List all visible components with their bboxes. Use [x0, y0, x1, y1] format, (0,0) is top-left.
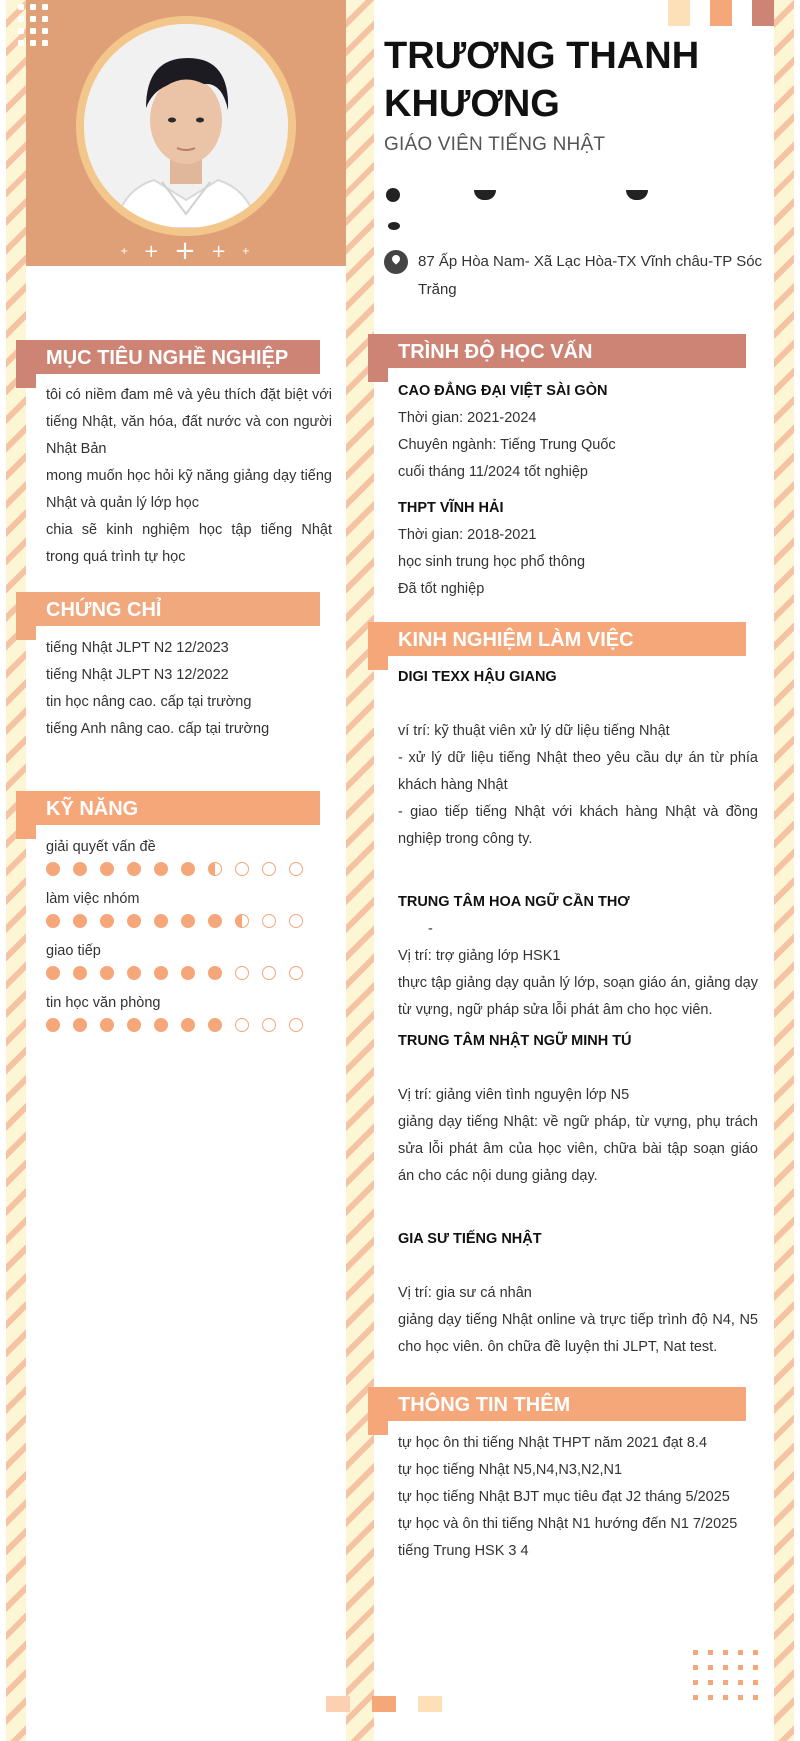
- school-detail: Đã tốt nghiệp: [398, 581, 485, 597]
- avatar: [84, 24, 288, 228]
- school-detail: học sinh trung học phổ thông: [398, 554, 586, 570]
- decor-dot-grid-bottom: [693, 1650, 758, 1700]
- skill-dot: [127, 862, 141, 876]
- education-header: [368, 334, 746, 368]
- extra-header: [368, 1387, 746, 1421]
- certificate-item: tiếng Nhật JLPT N2 12/2023: [46, 640, 229, 656]
- right-edge-stripe: [774, 0, 794, 1741]
- skill-dot: [181, 862, 195, 876]
- skill-dot: [289, 914, 303, 928]
- skill-dot: [235, 966, 249, 980]
- extra-item: tự học tiếng Nhật BJT mục tiêu đạt J2 tháng 5/2025: [398, 1489, 730, 1505]
- education-title: TRÌNH ĐỘ HỌC VẤN: [398, 341, 593, 363]
- skill-dot: [262, 914, 276, 928]
- address: [384, 248, 764, 304]
- objective-line: mong muốn học hỏi kỹ năng giảng dạy tiếng Nhật và quản lý lớp học: [46, 468, 332, 511]
- decor-dot-grid: [18, 4, 48, 46]
- job-detail: - giao tiếp tiếng Nhật với khách hàng Nhật và đồng nghiệp trong công ty.: [398, 804, 758, 847]
- job-detail: thực tập giảng dạy quản lý lớp, soạn giáo án, giảng dạy từ vựng, ngữ pháp sửa lỗi phát âm cho học viên.: [398, 975, 758, 1018]
- experience-header: [368, 622, 746, 656]
- skill-dot: [235, 862, 249, 876]
- skill-dot: [127, 914, 141, 928]
- skill-rating: [46, 914, 336, 928]
- certificate-item: tiếng Nhật JLPT N3 12/2022: [46, 667, 229, 683]
- skill-dot: [73, 1018, 87, 1032]
- objective-line: chia sẽ kinh nghiệm học tập tiếng Nhật trong quá trình tự học: [46, 522, 332, 565]
- job-company: DIGI TEXX HẬU GIANG: [398, 669, 557, 685]
- left-edge-stripe: [6, 0, 26, 1741]
- address-text: 87 Ấp Hòa Nam- Xã Lạc Hòa-TX Vĩnh châu-TP Sóc Trăng: [418, 253, 763, 298]
- skill-dot: [46, 914, 60, 928]
- extra-item: tự học tiếng Nhật N5,N4,N3,N2,N1: [398, 1462, 623, 1478]
- avatar-photo-icon: [84, 24, 288, 228]
- skill-dot: [208, 966, 222, 980]
- extra-item: tự học và ôn thi tiếng Nhật N1 hướng đến N1 7/2025: [398, 1516, 738, 1532]
- skill-name: giải quyết vấn đề: [46, 839, 156, 855]
- skill-dot: [73, 966, 87, 980]
- extra-title: THÔNG TIN THÊM: [398, 1394, 571, 1416]
- objective-line: tôi có niềm đam mê và yêu thích đặt biệt với tiếng Nhật, văn hóa, đất nước và con người Nhật Bản: [46, 387, 332, 457]
- job-company: GIA SƯ TIẾNG NHẬT: [398, 1231, 542, 1247]
- skill-item: [46, 940, 336, 980]
- certificate-item: tiếng Anh nâng cao. cấp tại trường: [46, 721, 270, 737]
- skill-item: [46, 992, 336, 1032]
- candidate-name: TRƯƠNG THANH KHƯƠNG: [384, 35, 700, 125]
- skills-title: KỸ NĂNG: [46, 798, 139, 820]
- job-position: Vị trí: giảng viên tình nguyện lớp N5: [398, 1087, 630, 1103]
- decor-plus-row: + + + + +: [120, 236, 250, 266]
- job-company: TRUNG TÂM HOA NGỮ CẦN THƠ: [398, 894, 630, 910]
- decor-squares-bottom: [326, 1696, 442, 1712]
- extra-item: tự học ôn thi tiếng Nhật THPT năm 2021 đạt 8.4: [398, 1435, 708, 1451]
- school-name: CAO ĐẲNG ĐẠI VIỆT SÀI GÒN: [398, 383, 608, 399]
- skill-dot: [154, 1018, 168, 1032]
- job-detail: giảng dạy tiếng Nhật online và trực tiếp trình độ N4, N5 cho học viên. ôn chữa đề luyện thi JLPT, Nat test.: [398, 1312, 758, 1355]
- job-company: TRUNG TÂM NHẬT NGỮ MINH TÚ: [398, 1033, 632, 1049]
- location-pin-icon: [384, 250, 408, 274]
- skill-dot: [262, 862, 276, 876]
- objective-header: [16, 340, 320, 374]
- job-position: Vị trí: gia sư cá nhân: [398, 1285, 532, 1301]
- skill-dot: [73, 914, 87, 928]
- skill-dot: [127, 966, 141, 980]
- skill-dot: [154, 862, 168, 876]
- school-time: Thời gian: 2018-2021: [398, 527, 537, 543]
- skill-dot: [73, 862, 87, 876]
- skill-dot: [235, 914, 249, 928]
- skills-header: [16, 791, 320, 825]
- skill-item: [46, 836, 336, 876]
- skill-dot: [46, 966, 60, 980]
- center-stripe: [346, 0, 374, 1741]
- skill-rating: [46, 862, 336, 876]
- skill-dot: [208, 914, 222, 928]
- job-position: Vị trí: trợ giảng lớp HSK1: [398, 948, 561, 964]
- skill-name: giao tiếp: [46, 943, 101, 959]
- school-detail: cuối tháng 11/2024 tốt nghiệp: [398, 464, 589, 480]
- skill-rating: [46, 1018, 336, 1032]
- avatar-frame: [76, 16, 296, 236]
- experience-title: KINH NGHIỆM LÀM VIỆC: [398, 629, 634, 651]
- skill-dot: [289, 966, 303, 980]
- skill-dot: [181, 1018, 195, 1032]
- certificates-header: [16, 592, 320, 626]
- skill-name: tin học văn phòng: [46, 995, 161, 1011]
- skill-dot: [154, 966, 168, 980]
- job-detail: giảng dạy tiếng Nhật: về ngữ pháp, từ vựng, phụ trách sửa lỗi phát âm của học viên, chữa bài tập soạn giáo án cho các nội dung giảng dạy.: [398, 1114, 758, 1184]
- experience-body: [398, 664, 758, 1361]
- job-dash: -: [428, 921, 433, 937]
- redacted-contacts: [384, 184, 664, 232]
- skill-dot: [289, 1018, 303, 1032]
- certificates-title: CHỨNG CHỈ: [46, 599, 162, 621]
- skill-dot: [154, 914, 168, 928]
- skill-rating: [46, 966, 336, 980]
- skill-item: [46, 888, 336, 928]
- skill-dot: [100, 966, 114, 980]
- skill-dot: [100, 1018, 114, 1032]
- skill-dot: [262, 966, 276, 980]
- skill-dot: [181, 914, 195, 928]
- school-time: Thời gian: 2021-2024: [398, 410, 537, 426]
- education-body: [398, 378, 758, 603]
- skill-dot: [208, 1018, 222, 1032]
- candidate-role: GIÁO VIÊN TIẾNG NHẬT: [384, 134, 606, 155]
- skill-dot: [46, 862, 60, 876]
- decor-squares-top: [668, 0, 774, 26]
- skill-dot: [181, 966, 195, 980]
- skill-dot: [289, 862, 303, 876]
- certificate-item: tin học nâng cao. cấp tại trường: [46, 694, 252, 710]
- certificates-list: [46, 635, 336, 743]
- skill-dot: [100, 914, 114, 928]
- skill-dot: [100, 862, 114, 876]
- skill-dot: [208, 862, 222, 876]
- school-detail: Chuyên ngành: Tiếng Trung Quốc: [398, 437, 616, 453]
- skill-dot: [127, 1018, 141, 1032]
- skill-dot: [262, 1018, 276, 1032]
- extra-item: tiếng Trung HSK 3 4: [398, 1543, 529, 1559]
- objective-body: [46, 382, 332, 571]
- skill-dot: [46, 1018, 60, 1032]
- extra-list: [398, 1430, 758, 1565]
- skill-name: làm việc nhóm: [46, 891, 140, 907]
- objective-title: MỤC TIÊU NGHỀ NGHIỆP: [46, 347, 289, 369]
- job-position: ví trí: kỹ thuật viên xử lý dữ liệu tiếng Nhật: [398, 723, 670, 739]
- job-detail: - xử lý dữ liệu tiếng Nhật theo yêu cầu dự án từ phía khách hàng Nhật: [398, 750, 758, 793]
- skill-dot: [235, 1018, 249, 1032]
- school-name: THPT VĨNH HẢI: [398, 500, 504, 516]
